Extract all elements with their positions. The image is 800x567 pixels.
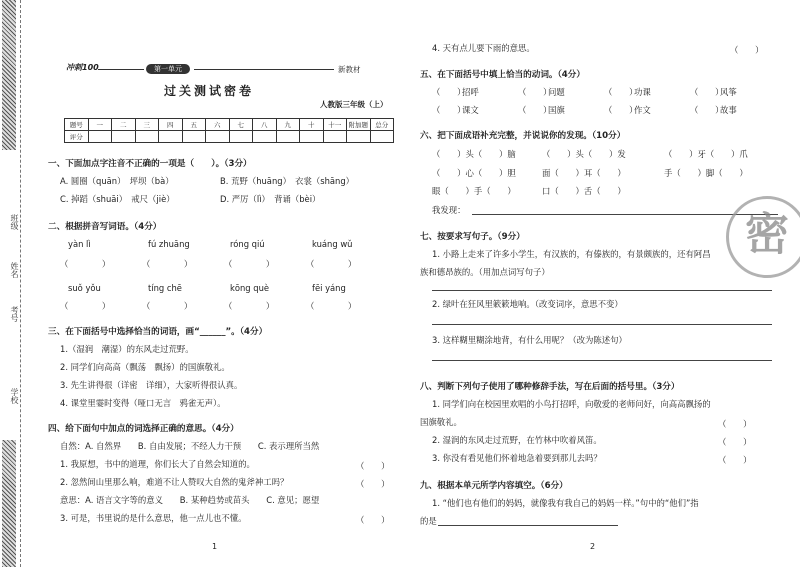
- score-value-cell[interactable]: [112, 131, 136, 143]
- q5-word: 课文: [462, 105, 479, 115]
- q7-answer-line-3[interactable]: [432, 360, 772, 361]
- q2-answer-3[interactable]: （ ）: [224, 259, 275, 269]
- secret-stamp: 密: [726, 196, 800, 278]
- q5-blank[interactable]: （ ）: [690, 87, 724, 97]
- score-value-row: [65, 131, 394, 143]
- q2-answer-7[interactable]: （ ）: [224, 301, 275, 311]
- q2-pinyin-6: tíng chē: [148, 283, 182, 293]
- q7-sentence-1b: 族和德昂族的。（用加点词写句子）: [420, 267, 550, 277]
- q4-answer-3[interactable]: （ ）: [356, 515, 390, 525]
- q5-blank[interactable]: （ ）: [432, 105, 466, 115]
- score-header-cell: 十一: [323, 119, 347, 131]
- q4-definition-1: 自然：A. 自然界 B. 自由发展；不经人力干预 C. 表示理所当然: [60, 441, 320, 451]
- binding-label-school: 学校: [10, 388, 19, 404]
- q2-pinyin-7: kōng què: [230, 283, 270, 293]
- q2-pinyin-5: suǒ yǒu: [68, 283, 101, 293]
- q4-definition-2: 意思：A. 语言文字等的意义 B. 某种趋势或苗头 C. 意见；愿望: [60, 495, 320, 505]
- q2-answer-5[interactable]: （ ）: [60, 301, 111, 311]
- q4-answer-4[interactable]: （ ）: [730, 45, 764, 55]
- score-value-cell[interactable]: [323, 131, 347, 143]
- binding-label-name: 姓名: [10, 262, 19, 278]
- edition-label: 新教材: [338, 65, 361, 74]
- q4-title: 四、给下面句中加点的词选择正确的意思。（4分）: [48, 424, 239, 434]
- score-value-cell[interactable]: [347, 131, 371, 143]
- score-value-cell[interactable]: [300, 131, 324, 143]
- q7-sentence-1a: 1. 小路上走来了许多小学生，有汉族的，有傣族的，有景颇族的，还有阿昌: [432, 249, 711, 259]
- q4-answer-2[interactable]: （ ）: [356, 479, 390, 489]
- page-title: 过关测试密卷: [164, 84, 255, 98]
- q5-word: 故事: [720, 105, 737, 115]
- q1-title: 一、下面加点字注音不正确的一项是（ ）。（3分）: [48, 159, 252, 169]
- q6-row1-item2[interactable]: （ ）头（ ）发: [542, 149, 626, 159]
- q9-title: 九、根据本单元所学内容填空。（6分）: [420, 481, 568, 491]
- page-1: [44, 0, 394, 567]
- q2-answer-2[interactable]: （ ）: [142, 259, 193, 269]
- score-header-cell: 十: [300, 119, 324, 131]
- q6-row3-item2[interactable]: 口（ ）舌（ ）: [542, 186, 626, 196]
- cut-line: [20, 0, 21, 567]
- q2-pinyin-4: kuáng wǔ: [312, 239, 353, 249]
- header-rule-left: [98, 69, 144, 70]
- q3-item-1: 1.（湿润 潮湿）的东风走过荒野。: [60, 344, 194, 354]
- score-header-cell: 八: [253, 119, 277, 131]
- q5-word: 招呼: [462, 87, 479, 97]
- q8-answer-1[interactable]: （ ）: [718, 419, 752, 429]
- q7-answer-line-1[interactable]: [432, 290, 772, 291]
- q8-sentence-2: 2. 湿润的东风走过荒野，在竹林中吹着风笛。: [432, 435, 602, 445]
- score-value-cell[interactable]: [370, 131, 394, 143]
- q1-option-c: C. 掉蹈（shuāi） 戒尺（jiè）: [60, 194, 175, 204]
- q7-answer-line-2[interactable]: [432, 324, 772, 325]
- score-header-cell: 题号: [65, 119, 89, 131]
- q8-sentence-3: 3. 你没有看见他们怀着地急着要到那儿去吗？: [432, 453, 602, 463]
- q5-word: 作文: [634, 105, 651, 115]
- score-header-cell: 四: [159, 119, 183, 131]
- q2-answer-1[interactable]: （ ）: [60, 259, 111, 269]
- score-header-cell: 六: [206, 119, 230, 131]
- score-value-cell[interactable]: [206, 131, 230, 143]
- q8-answer-2[interactable]: （ ）: [718, 437, 752, 447]
- q6-row1-item1[interactable]: （ ）头（ ）脑: [432, 149, 516, 159]
- q4-answer-1[interactable]: （ ）: [356, 461, 390, 471]
- q5-word: 问题: [548, 87, 565, 97]
- q4-sentence-3: 3. 可是，书里说的是什么意思，他一点儿也不懂。: [60, 513, 247, 523]
- q7-sentence-2: 2. 绿叶在狂风里簌簌地响。（改变词序，意思不变）: [432, 299, 623, 309]
- header-rule-right: [194, 69, 334, 70]
- q8-answer-3[interactable]: （ ）: [718, 455, 752, 465]
- q2-pinyin-3: róng qiú: [230, 239, 265, 249]
- q5-blank[interactable]: （ ）: [432, 87, 466, 97]
- q1-option-b: B. 荒野（huāng） 衣裳（shāng）: [220, 176, 355, 186]
- score-table: [64, 118, 394, 143]
- score-value-cell[interactable]: [276, 131, 300, 143]
- q7-title: 七、按要求写句子。（9分）: [420, 232, 525, 242]
- q8-sentence-1a: 1. 同学们向在校园里欢唱的小鸟打招呼，向敬爱的老师问好，向高高飘扬的: [432, 399, 711, 409]
- score-value-cell[interactable]: [253, 131, 277, 143]
- q6-title: 六、把下面成语补充完整，并说说你的发现。（10分）: [420, 131, 626, 141]
- score-value-cell[interactable]: [135, 131, 159, 143]
- q4-sentence-2: 2. 忽然间山里那么响，难道不让人赞叹大自然的鬼斧神工吗？: [60, 477, 289, 487]
- score-value-cell[interactable]: [229, 131, 253, 143]
- score-header-cell: 三: [135, 119, 159, 131]
- q6-row2-item3[interactable]: 手（ ）脚（ ）: [664, 168, 748, 178]
- q5-blank[interactable]: （ ）: [604, 105, 638, 115]
- q7-sentence-3: 3. 这样糊里糊涂地背，有什么用呢？（改为陈述句）: [432, 335, 627, 345]
- q2-answer-4[interactable]: （ ）: [306, 259, 357, 269]
- q1-option-a: A. 圆圈（quān） 坪坝（bà）: [60, 176, 174, 186]
- score-value-cell[interactable]: [182, 131, 206, 143]
- q9-sentence-1b: 的是: [420, 516, 437, 526]
- q5-title: 五、在下面括号中填上恰当的动词。（4分）: [420, 70, 585, 80]
- q6-row2-item1[interactable]: （ ）心（ ）胆: [432, 168, 516, 178]
- score-header-row: [65, 119, 394, 131]
- binding-label-class: 班级: [10, 214, 19, 230]
- q2-pinyin-2: fú zhuāng: [148, 239, 190, 249]
- score-header-cell: 七: [229, 119, 253, 131]
- score-header-cell: 二: [112, 119, 136, 131]
- grade-label: 人教版三年级（上）: [320, 100, 388, 109]
- q6-finding-label: 我发现：: [432, 205, 466, 215]
- binding-label-id: 考号: [10, 306, 19, 322]
- q2-pinyin-1: yàn lì: [68, 239, 91, 249]
- q2-answer-6[interactable]: （ ）: [142, 301, 193, 311]
- score-header-cell: 附加题: [347, 119, 371, 131]
- q6-row2-item2[interactable]: 面（ ）耳（ ）: [542, 168, 626, 178]
- q4-sentence-4: 4. 天有点儿要下雨的意思。: [432, 43, 535, 53]
- q6-row3-item1[interactable]: 眼（ ）手（ ）: [432, 186, 516, 196]
- q5-blank[interactable]: （ ）: [690, 105, 724, 115]
- score-value-cell[interactable]: [88, 131, 112, 143]
- q9-answer-line[interactable]: [438, 525, 618, 526]
- page-2: [412, 0, 796, 567]
- q2-answer-8[interactable]: （ ）: [306, 301, 357, 311]
- q2-title: 二、根据拼音写词语。（4分）: [48, 222, 162, 232]
- score-header-cell: 五: [182, 119, 206, 131]
- q3-title: 三、在下面括号中选择恰当的词语，画“______”。（4分）: [48, 327, 268, 337]
- q4-sentence-1: 1. 我原想，书中的道理，你们长大了自然会知道的。: [60, 459, 255, 469]
- binding-strip: [0, 0, 44, 567]
- q6-row1-item3[interactable]: （ ）牙（ ）爪: [664, 149, 748, 159]
- score-header-cell: 一: [88, 119, 112, 131]
- q9-sentence-1: 1. “他们也有他们的妈妈，就像我有我自己的妈妈一样。”句中的“他们”指: [432, 498, 699, 508]
- q5-blank[interactable]: （ ）: [518, 87, 552, 97]
- page-number-1: 1: [212, 542, 218, 551]
- q5-word: 国旗: [548, 105, 565, 115]
- score-value-cell[interactable]: [159, 131, 183, 143]
- brand-logo: 冲刺100: [66, 63, 99, 72]
- q3-item-2: 2. 同学们向高高（飘荡 飘扬）的国旗敬礼。: [60, 362, 230, 372]
- score-header-cell: 九: [276, 119, 300, 131]
- q2-pinyin-8: fēi yáng: [312, 283, 346, 293]
- binding-hatch-top: [2, 0, 16, 150]
- q3-item-3: 3. 先生讲得很（详密 详细），大家听得很认真。: [60, 380, 243, 390]
- page-number-2: 2: [590, 542, 596, 551]
- q8-sentence-1b: 国旗敬礼。: [420, 417, 462, 427]
- q5-blank[interactable]: （ ）: [604, 87, 638, 97]
- score-row-label: 评分: [65, 131, 89, 143]
- q5-blank[interactable]: （ ）: [518, 105, 552, 115]
- q8-title: 八、判断下列句子使用了哪种修辞手法，写在后面的括号里。（3分）: [420, 382, 680, 392]
- q1-option-d: D. 严厉（lì） 背诵（bèi）: [220, 194, 321, 204]
- unit-badge: 第一单元: [146, 64, 190, 74]
- q5-word: 风筝: [720, 87, 737, 97]
- binding-hatch-bottom: [2, 440, 16, 567]
- score-header-cell: 总分: [370, 119, 394, 131]
- q5-word: 功课: [634, 87, 651, 97]
- q3-item-4: 4. 课堂里霎时变得（哑口无言 鸦雀无声）。: [60, 398, 226, 408]
